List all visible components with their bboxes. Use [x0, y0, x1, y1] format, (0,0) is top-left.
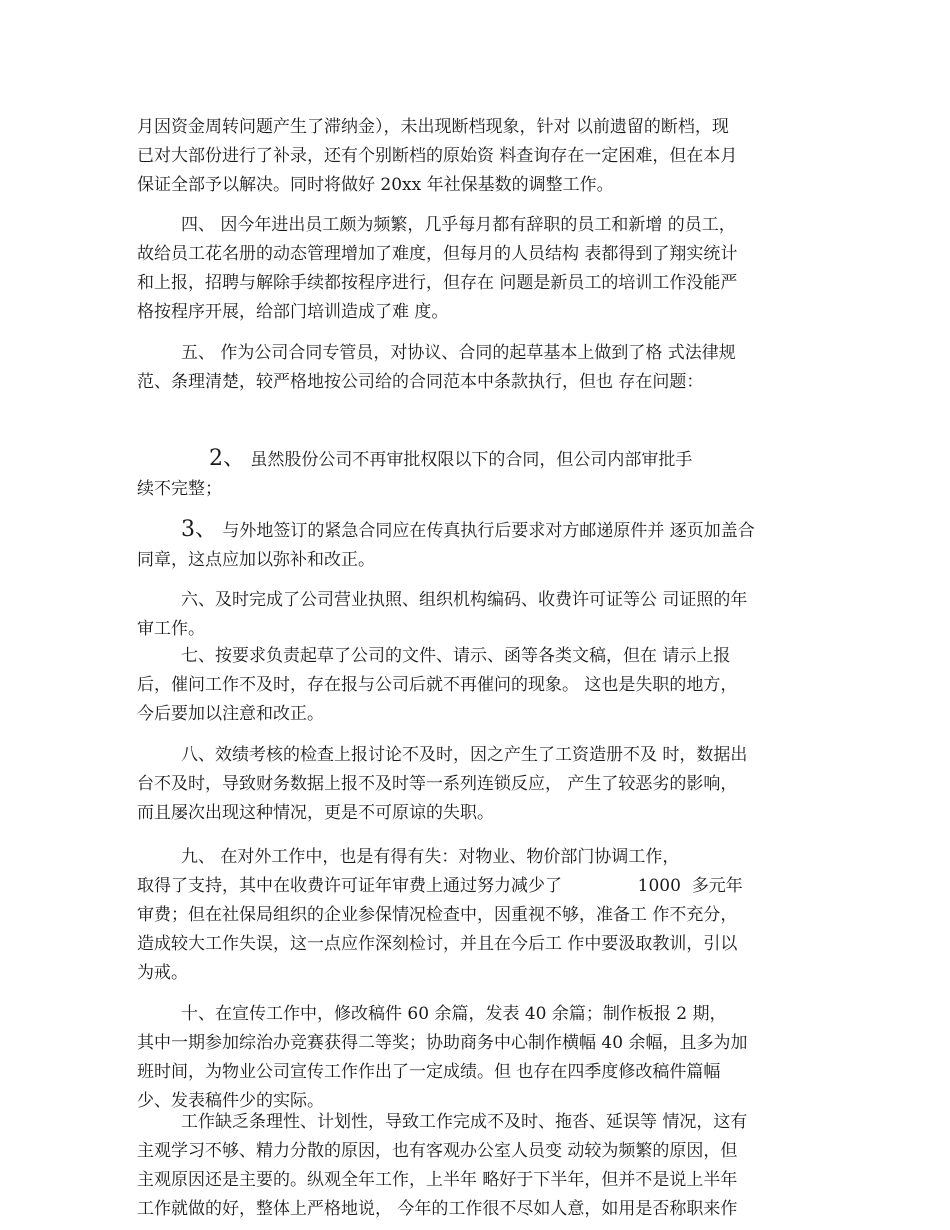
text-line: 和上报，招聘与解除手续都按程序进行，但存在 问题是新员工的培训工作没能严: [137, 273, 738, 293]
text-line: 八、效绩考核的检查上报讨论不及时，因之产生了工资造册不及 时，数据出: [181, 745, 748, 765]
text-line: 已对大部份进行了补录，还有个别断档的原始资 料查询存在一定困难，但在本月: [137, 146, 738, 166]
text-line: 格按程序开展，给部门培训造成了难 度。: [137, 302, 449, 322]
text-line: 故给员工花名册的动态管理增加了难度，但每月的人员结构 表都得到了翔实统计: [137, 244, 738, 264]
paragraph-four: [137, 211, 802, 327]
text-line: 续不完整；: [137, 479, 222, 499]
text-line: 主观学习不够、精力分散的原因，也有客观办公室人员变 动较为频繁的原因，但: [137, 1141, 738, 1161]
text-line: 同章，这点应加以弥补和改正。: [137, 550, 375, 570]
text-line: 九、 在对外工作中，也是有得有失：对物业、物价部门协调工作，: [181, 847, 680, 867]
text-line: 少、发表稿件少的实际。: [137, 1091, 324, 1111]
item-text: 与外地签订的紧急合同应在传真执行后要求对方邮递原件并 逐页加盖合: [217, 521, 755, 541]
text-line: 工作就做的好，整体上严格地说， 今年的工作很不尽如人意，如用是否称职来作: [137, 1199, 738, 1219]
paragraph-item-3: [137, 515, 802, 575]
text-line: [137, 444, 802, 475]
text-line: 六、及时完成了公司营业执照、组织机构编码、收费许可证等公 司证照的年: [181, 590, 748, 610]
text-line: 工作缺乏条理性、计划性，导致工作完成不及时、拖沓、延误等 情况，这有: [181, 1112, 748, 1132]
item-number: 2、: [209, 446, 245, 471]
paragraph-seven: [137, 642, 802, 729]
text-line: 为戒。: [137, 963, 188, 983]
text-line: 取得了支持，其中在收费许可证年审费上通过努力减少了 1000 多元年: [137, 876, 743, 896]
text-line: 保证全部予以解决。同时将做好 20xx 年社保基数的调整工作。: [137, 175, 614, 195]
text-line: 范、条理清楚，较严格地按公司给的合同范本中条款执行，但也 存在问题：: [137, 372, 704, 392]
paragraph-nine: [137, 843, 802, 988]
text-line: 月因资金周转问题产生了滞纳金），未出现断档现象，针对 以前遗留的断档，现: [137, 117, 729, 137]
paragraph-six: [137, 586, 802, 644]
text-line: 而且屡次出现这种情况，更是不可原谅的失职。: [137, 803, 494, 823]
text-line: [137, 515, 802, 546]
paragraph-social-security: [137, 113, 802, 200]
item-number: 3、: [181, 517, 217, 542]
text-line: 后，催问工作不及时，存在报与公司后就不再催问的现象。 这也是失职的地方，: [137, 675, 738, 695]
text-line: 其中一期参加综治办竞赛获得二等奖；协助商务中心制作横幅 40 余幅，且多为加: [137, 1033, 748, 1053]
item-text: 虽然股份公司不再审批权限以下的合同，但公司内部审批手: [245, 450, 693, 470]
text-line: 班时间，为物业公司宣传工作作出了一定成绩。但 也存在四季度修改稿件篇幅: [137, 1062, 721, 1082]
text-line: 审工作。: [137, 619, 205, 639]
text-line: 七、按要求负责起草了公司的文件、请示、函等各类文稿，但在 请示上报: [181, 646, 731, 666]
text-line: 造成较大工作失误，这一点应作深刻检讨，并且在今后工 作中要汲取教训，引以: [137, 934, 738, 954]
paragraph-eight: [137, 741, 802, 828]
text-line: 十、在宣传工作中，修改稿件 60 余篇，发表 40 余篇；制作板报 2 期，: [181, 1004, 727, 1024]
text-line: 主观原因还是主要的。纵观全年工作，上半年 略好于下半年，但并不是说上半年: [137, 1170, 738, 1190]
paragraph-ten: [137, 1000, 802, 1116]
text-line: 今后要加以注意和改正。: [137, 704, 324, 724]
paragraph-item-2: [137, 444, 802, 504]
paragraph-five: [137, 339, 802, 397]
paragraph-summary: [137, 1108, 802, 1224]
text-line: 审费；但在社保局组织的企业参保情况检查中，因重视不够，准备工 作不充分，: [137, 905, 738, 925]
text-line: 五、 作为公司合同专管员，对协议、合同的起草基本上做到了格 式法律规: [181, 343, 736, 363]
text-line: 台不及时，导致财务数据上报不及时等一系列连锁反应， 产生了较恶劣的影响，: [137, 774, 738, 794]
text-line: 四、 因今年进出员工颇为频繁，几乎每月都有辞职的员工和新增 的员工，: [181, 215, 736, 235]
